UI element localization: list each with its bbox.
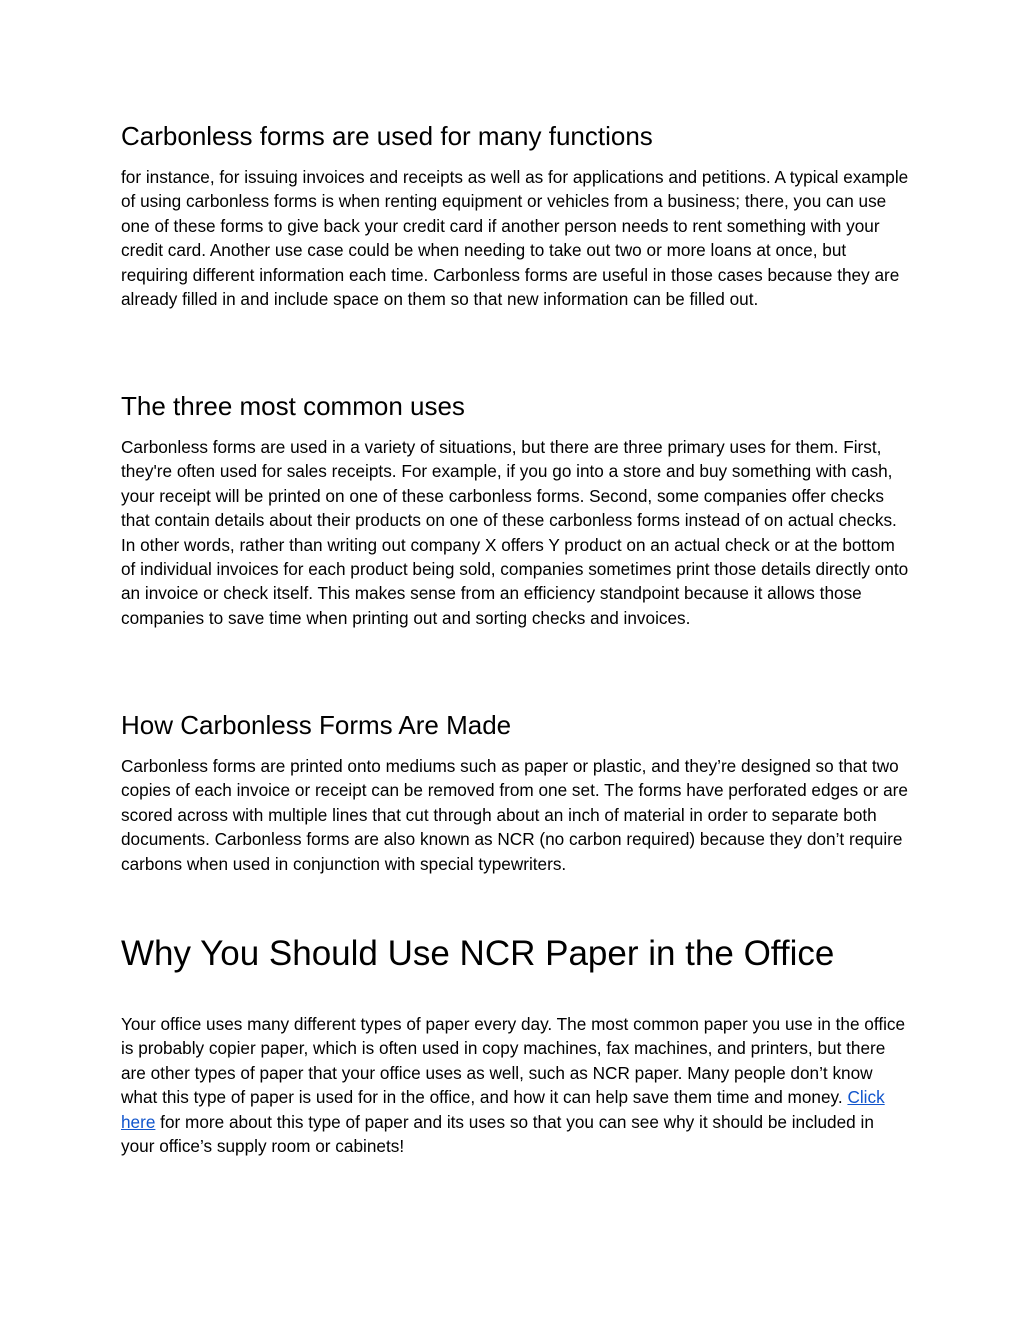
section-paragraph-how-made: Carbonless forms are printed onto mediums such as paper or plastic, and they’re designed so that two copies of each invoice or receipt can be removed from one set. The forms have perforated edges or are scored across with multiple lines that cut through about an inch of material in order to separate both documents. Carbonless forms are also known as NCR (no carbon required) because they don’t require carbons when used in conjunction with special typewriters.: [121, 756, 908, 874]
section-heading-how-made: How Carbonless Forms Are Made: [121, 710, 512, 740]
final-paragraph: [121, 1012, 911, 1158]
section-heading-functions: Carbonless forms are used for many functions: [121, 121, 653, 151]
final-paragraph-text-before: Your office uses many different types of paper every day. The most common paper you use in the office is probably copier paper, which is often used in copy machines, fax machines, and printers, but there are other types of paper that your office uses as well, such as NCR paper. Many people don’t know what this type of paper is used for in the office, and how it can help save them time and money.: [121, 1014, 906, 1108]
section-paragraph-functions: for instance, for issuing invoices and receipts as well as for applications and petitions. A typical example of using carbonless forms is when renting equipment or vehicles from a business; there, you can use one of these forms to give back your credit card if another person needs to rent something with your credit card. Another use case could be when needing to take out two or more loans at once, but requiring different information each time. Carbonless forms are useful in those cases because they are already filled in and include space on them so that new information can be filled out.: [121, 167, 909, 310]
click-here-link[interactable]: Click here: [121, 1087, 885, 1132]
final-paragraph-text-after: for more about this type of paper and its uses so that you can see why it should be included in your office’s supply room or cabinets!: [121, 1111, 874, 1157]
main-heading: Why You Should Use NCR Paper in the Office: [121, 934, 835, 973]
section-heading-common-uses: The three most common uses: [121, 391, 465, 421]
section-paragraph-common-uses: Carbonless forms are used in a variety of situations, but there are three primary uses for them. First, they're often used for sales receipts. For example, if you go into a store and buy something with cash, your receipt will be printed on one of these carbonless forms. Second, some companies offer checks that contain details about their products on one of these carbonless forms instead of on actual checks. In other words, rather than writing out company X offers Y product on an actual check or at the bottom of individual invoices for each product being sold, companies sometimes print those details directly onto an invoice or check itself. This makes sense from an efficiency standpoint because it allows those companies to save time when printing out and sorting checks and invoices.: [121, 437, 909, 628]
